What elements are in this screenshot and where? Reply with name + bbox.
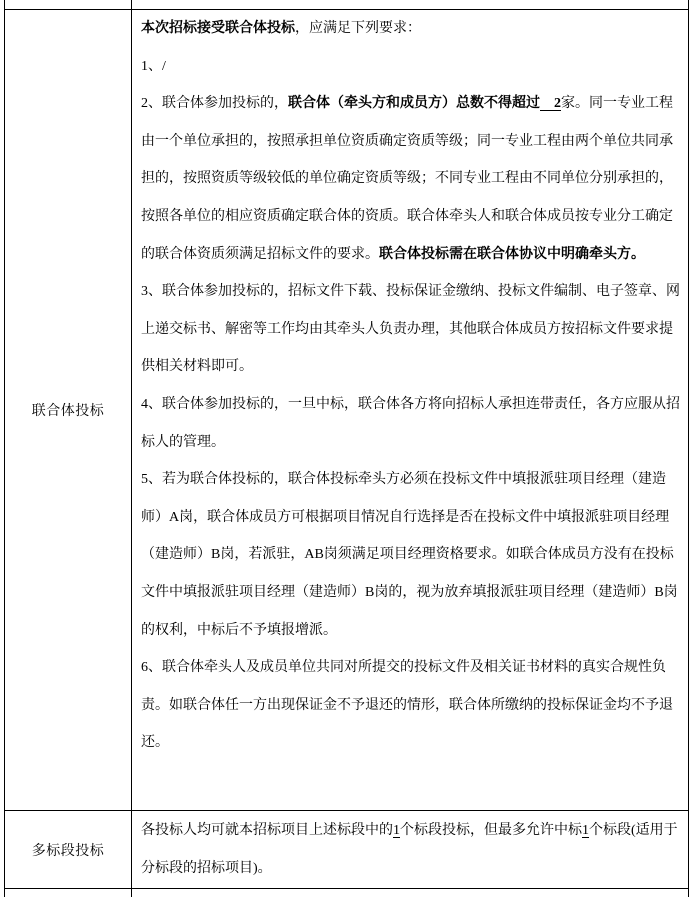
row-header-cell bbox=[5, 811, 132, 888]
table-row bbox=[5, 10, 688, 811]
text-segment: 个标段投标，但最多允许中标 bbox=[400, 823, 582, 838]
text-segment: 联合体投标需在联合体协议中明确牵头方。 bbox=[379, 246, 645, 262]
row-header-label: 联合体投标 bbox=[31, 404, 105, 419]
text-segment: 2、联合体参加投标的， bbox=[141, 96, 288, 112]
paragraph bbox=[141, 461, 684, 649]
text-segment: 各投标人均可就本招标项目上述标段中的 bbox=[141, 823, 393, 838]
text-segment: 4、联合体参加投标的，一旦中标，联合体各方将向招标人承担连带责任，各方应服从招标人的管理。 bbox=[141, 396, 680, 450]
table-rows bbox=[5, 10, 688, 889]
text-segment: 3、联合体参加投标的，招标文件下载、投标保证金缴纳、投标文件编制、电子签章、网上递交标书、解密等工作均由其牵头人负责办理，其他联合体成员方按招标文件要求提供相关材料即可。 bbox=[141, 284, 680, 375]
paragraph bbox=[141, 386, 684, 461]
paragraph bbox=[141, 273, 684, 386]
row-content-cell bbox=[132, 889, 688, 897]
row-header-cell bbox=[5, 10, 132, 810]
text-segment: 本次招标接受联合体投标 bbox=[141, 21, 295, 36]
text-segment: 5、若为联合体投标的，联合体投标牵头方必须在投标文件中填报派驻项目经理（建造师）A岗，联合体成员方可根据项目情况自行选择是否在投标文件中填报派驻项目经理（建造师）B岗，若派驻，AB岗须满足项目经理资格要求。如联合体成员方没有在投标文件中填报派驻项目经理（建造师）B岗的，视为放弃填报派驻项目经理（建造师）B岗的权利，中标后不予填报增派。 bbox=[141, 472, 678, 638]
row-content-cell bbox=[132, 811, 688, 888]
paragraph bbox=[141, 649, 684, 762]
bidding-requirements-table bbox=[4, 0, 689, 897]
text-segment: 个标段(适用于分标段的招标项目)。 bbox=[141, 823, 678, 876]
row-header-cell bbox=[5, 889, 132, 897]
row-header-cell bbox=[5, 0, 132, 9]
paragraph bbox=[141, 48, 684, 86]
paragraph bbox=[141, 85, 684, 273]
text-segment: ，应满足下列要求： bbox=[295, 21, 421, 36]
text-segment: 2 bbox=[540, 96, 561, 112]
text-segment: 6、联合体牵头人及成员单位共同对所提交的投标文件及相关证书材料的真实合规性负责。如联合体任一方出现保证金不予退还的情形，联合体所缴纳的投标保证金均不予退还。 bbox=[141, 660, 673, 751]
row-header-label: 多标段投标 bbox=[31, 843, 105, 859]
text-segment: 1 bbox=[393, 823, 400, 838]
text-segment: 联合体（牵头方和成员方）总数不得超过 bbox=[288, 96, 540, 112]
text-segment: 家 bbox=[561, 96, 575, 112]
row-content-cell bbox=[132, 0, 688, 9]
paragraph bbox=[141, 10, 684, 48]
table-row-partial-bottom bbox=[5, 889, 688, 897]
text-segment: 。同一专业工程由一个单位承担的，按照承担单位资质确定资质等级；同一专业工程由两个单位共同承担的，按照资质等级较低的单位确定资质等级；不同专业工程由不同单位分别承担的，按照各单位的相应资质确定联合体的资质。联合体牵头人和联合体成员按专业分工确定的联合体资质须满足招标文件的要求。 bbox=[141, 96, 673, 262]
text-segment: 1 bbox=[582, 823, 589, 838]
table-row bbox=[5, 811, 688, 889]
text-segment: 1、/ bbox=[141, 58, 166, 74]
table-row-partial-top bbox=[5, 0, 688, 10]
paragraph bbox=[141, 812, 684, 887]
row-content-cell bbox=[132, 10, 688, 810]
